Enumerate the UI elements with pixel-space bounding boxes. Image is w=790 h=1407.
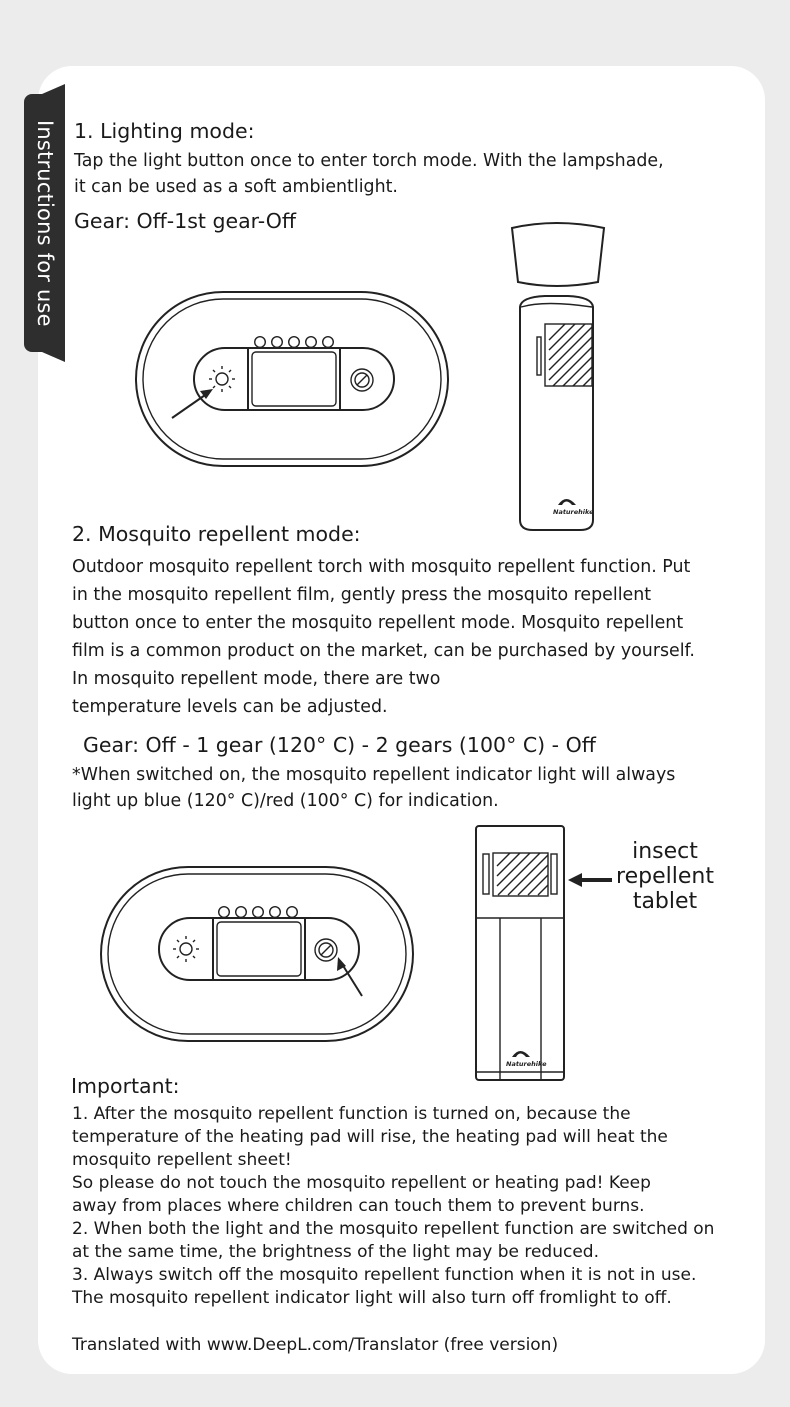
section2-body-line: Outdoor mosquito repellent torch with mosquito repellent function. Put xyxy=(72,557,691,577)
device-top-view xyxy=(136,292,448,466)
section2-heading: 2. Mosquito repellent mode: xyxy=(72,522,361,546)
brand-logo-icon xyxy=(558,499,576,505)
light-button-icon xyxy=(209,366,235,392)
footer-translation-credit: Translated with www.DeepL.com/Translator (free version) xyxy=(72,1335,559,1355)
vent-grill xyxy=(497,853,548,895)
callout-line: insect xyxy=(632,839,698,864)
brand-logo-text: Naturehike xyxy=(553,508,594,516)
indicator-dot xyxy=(272,337,283,348)
section2-gear: Gear: Off - 1 gear (120° C) - 2 gears (100° C) - Off xyxy=(83,733,596,757)
callout-line: tablet xyxy=(632,889,698,914)
indicator-dot xyxy=(236,907,247,918)
section2-note-line: light up blue (120° C)/red (100° C) for indication. xyxy=(72,791,499,811)
brand-logo-text: Naturehike xyxy=(506,1060,547,1068)
section2-body-line: temperature levels can be adjusted. xyxy=(72,697,388,717)
lampshade-illustration xyxy=(512,223,604,286)
important-line: 3. Always switch off the mosquito repellent function when it is not in use. xyxy=(72,1265,697,1285)
section1-gear: Gear: Off-1st gear-Off xyxy=(74,209,297,233)
section2-note-line: *When switched on, the mosquito repellent indicator light will always xyxy=(72,765,676,785)
section1-heading: 1. Lighting mode: xyxy=(74,119,255,143)
device-front-view xyxy=(476,826,612,1080)
section2-body-line: button once to enter the mosquito repellent mode. Mosquito repellent xyxy=(72,613,684,633)
important-line: The mosquito repellent indicator light will also turn off fromlight to off. xyxy=(72,1288,672,1308)
indicator-dot xyxy=(270,907,281,918)
indicator-dot xyxy=(289,337,300,348)
important-line: mosquito repellent sheet! xyxy=(72,1150,292,1170)
brand-logo-icon xyxy=(512,1051,530,1057)
vent-grill xyxy=(549,324,592,386)
indicator-dot xyxy=(323,337,334,348)
indicator-dot xyxy=(287,907,298,918)
section1-body-line: it can be used as a soft ambientlight. xyxy=(74,177,398,197)
important-line: So please do not touch the mosquito repellent or heating pad! Keep xyxy=(72,1173,651,1193)
section2-body-line: In mosquito repellent mode, there are two xyxy=(72,669,441,689)
important-line: at the same time, the brightness of the light may be reduced. xyxy=(72,1242,599,1262)
device-side-view xyxy=(520,296,594,530)
callout-arrow-icon xyxy=(568,873,612,887)
important-line: 1. After the mosquito repellent function is turned on, because the xyxy=(72,1104,631,1124)
callout-line: repellent xyxy=(616,864,714,889)
side-tab-label: Instructions for use xyxy=(33,119,57,327)
important-line: away from places where children can touch them to prevent burns. xyxy=(72,1196,645,1216)
repellent-button-icon xyxy=(351,369,373,391)
indicator-dot xyxy=(253,907,264,918)
important-heading: Important: xyxy=(71,1074,180,1098)
light-button-icon xyxy=(173,936,199,962)
indicator-dot xyxy=(219,907,230,918)
section1-body-line: Tap the light button once to enter torch mode. With the lampshade, xyxy=(74,151,664,171)
indicator-dot xyxy=(306,337,317,348)
indicator-dot xyxy=(255,337,266,348)
important-line: 2. When both the light and the mosquito repellent function are switched on xyxy=(72,1219,715,1239)
important-line: temperature of the heating pad will rise, the heating pad will heat the xyxy=(72,1127,668,1147)
device-top-view-2 xyxy=(101,867,413,1041)
section2-body-line: film is a common product on the market, can be purchased by yourself. xyxy=(72,641,695,661)
callout-label xyxy=(612,839,718,914)
repellent-button-icon xyxy=(315,939,337,961)
section2-body-line: in the mosquito repellent film, gently press the mosquito repellent xyxy=(72,585,652,605)
